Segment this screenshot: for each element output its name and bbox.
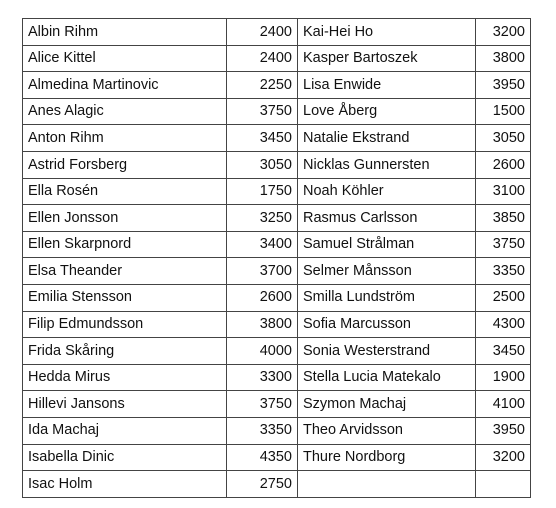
right-score-cell: 3350 <box>476 258 531 285</box>
table-row <box>23 417 531 444</box>
left-name-cell: Albin Rihm <box>23 19 227 46</box>
right-score-cell: 3750 <box>476 231 531 258</box>
right-score-cell: 3800 <box>476 45 531 72</box>
right-name-cell <box>298 471 476 498</box>
right-name-cell: Theo Arvidsson <box>298 417 476 444</box>
right-score-cell: 3950 <box>476 417 531 444</box>
right-score-cell: 2600 <box>476 151 531 178</box>
table-row <box>23 311 531 338</box>
table-row <box>23 72 531 99</box>
left-name-cell: Elsa Theander <box>23 258 227 285</box>
right-score-cell: 3850 <box>476 205 531 232</box>
right-name-cell: Smilla Lundström <box>298 284 476 311</box>
right-score-cell: 3950 <box>476 72 531 99</box>
left-score-cell: 3250 <box>227 205 298 232</box>
left-score-cell: 3400 <box>227 231 298 258</box>
right-name-cell: Noah Köhler <box>298 178 476 205</box>
scores-table-body <box>23 19 531 498</box>
table-row <box>23 45 531 72</box>
left-name-cell: Emilia Stensson <box>23 284 227 311</box>
left-name-cell: Ella Rosén <box>23 178 227 205</box>
right-score-cell <box>476 471 531 498</box>
right-name-cell: Kasper Bartoszek <box>298 45 476 72</box>
table-row <box>23 151 531 178</box>
left-name-cell: Anton Rihm <box>23 125 227 152</box>
left-name-cell: Ellen Skarpnord <box>23 231 227 258</box>
left-name-cell: Frida Skåring <box>23 338 227 365</box>
right-name-cell: Thure Nordborg <box>298 444 476 471</box>
left-score-cell: 3700 <box>227 258 298 285</box>
table-row <box>23 284 531 311</box>
left-name-cell: Isabella Dinic <box>23 444 227 471</box>
left-score-cell: 3750 <box>227 98 298 125</box>
left-name-cell: Hillevi Jansons <box>23 391 227 418</box>
table-row <box>23 391 531 418</box>
left-name-cell: Alice Kittel <box>23 45 227 72</box>
right-score-cell: 3050 <box>476 125 531 152</box>
left-name-cell: Filip Edmundsson <box>23 311 227 338</box>
left-name-cell: Ida Machaj <box>23 417 227 444</box>
right-name-cell: Natalie Ekstrand <box>298 125 476 152</box>
left-name-cell: Isac Holm <box>23 471 227 498</box>
right-score-cell: 2500 <box>476 284 531 311</box>
left-score-cell: 4000 <box>227 338 298 365</box>
right-name-cell: Samuel Strålman <box>298 231 476 258</box>
right-score-cell: 1900 <box>476 364 531 391</box>
table-row <box>23 178 531 205</box>
table-row <box>23 231 531 258</box>
left-score-cell: 3300 <box>227 364 298 391</box>
left-score-cell: 1750 <box>227 178 298 205</box>
table-row <box>23 125 531 152</box>
left-score-cell: 4350 <box>227 444 298 471</box>
table-row <box>23 98 531 125</box>
table-row <box>23 364 531 391</box>
scores-table <box>22 18 531 498</box>
table-row <box>23 205 531 232</box>
right-score-cell: 3100 <box>476 178 531 205</box>
right-score-cell: 3200 <box>476 444 531 471</box>
right-name-cell: Stella Lucia Matekalo <box>298 364 476 391</box>
table-row <box>23 19 531 46</box>
left-score-cell: 3050 <box>227 151 298 178</box>
right-score-cell: 3450 <box>476 338 531 365</box>
left-score-cell: 2250 <box>227 72 298 99</box>
left-score-cell: 3800 <box>227 311 298 338</box>
right-name-cell: Sonia Westerstrand <box>298 338 476 365</box>
right-name-cell: Selmer Månsson <box>298 258 476 285</box>
left-name-cell: Anes Alagic <box>23 98 227 125</box>
right-score-cell: 1500 <box>476 98 531 125</box>
right-score-cell: 4100 <box>476 391 531 418</box>
table-row <box>23 258 531 285</box>
right-score-cell: 3200 <box>476 19 531 46</box>
right-name-cell: Lisa Enwide <box>298 72 476 99</box>
left-score-cell: 2400 <box>227 45 298 72</box>
left-score-cell: 2750 <box>227 471 298 498</box>
right-name-cell: Nicklas Gunnersten <box>298 151 476 178</box>
right-name-cell: Love Åberg <box>298 98 476 125</box>
right-name-cell: Sofia Marcusson <box>298 311 476 338</box>
left-score-cell: 2400 <box>227 19 298 46</box>
left-name-cell: Ellen Jonsson <box>23 205 227 232</box>
left-name-cell: Hedda Mirus <box>23 364 227 391</box>
right-name-cell: Rasmus Carlsson <box>298 205 476 232</box>
left-name-cell: Almedina Martinovic <box>23 72 227 99</box>
table-row <box>23 471 531 498</box>
left-score-cell: 3350 <box>227 417 298 444</box>
right-name-cell: Kai-Hei Ho <box>298 19 476 46</box>
left-name-cell: Astrid Forsberg <box>23 151 227 178</box>
right-score-cell: 4300 <box>476 311 531 338</box>
right-name-cell: Szymon Machaj <box>298 391 476 418</box>
table-row <box>23 338 531 365</box>
left-score-cell: 3450 <box>227 125 298 152</box>
left-score-cell: 2600 <box>227 284 298 311</box>
left-score-cell: 3750 <box>227 391 298 418</box>
table-row <box>23 444 531 471</box>
